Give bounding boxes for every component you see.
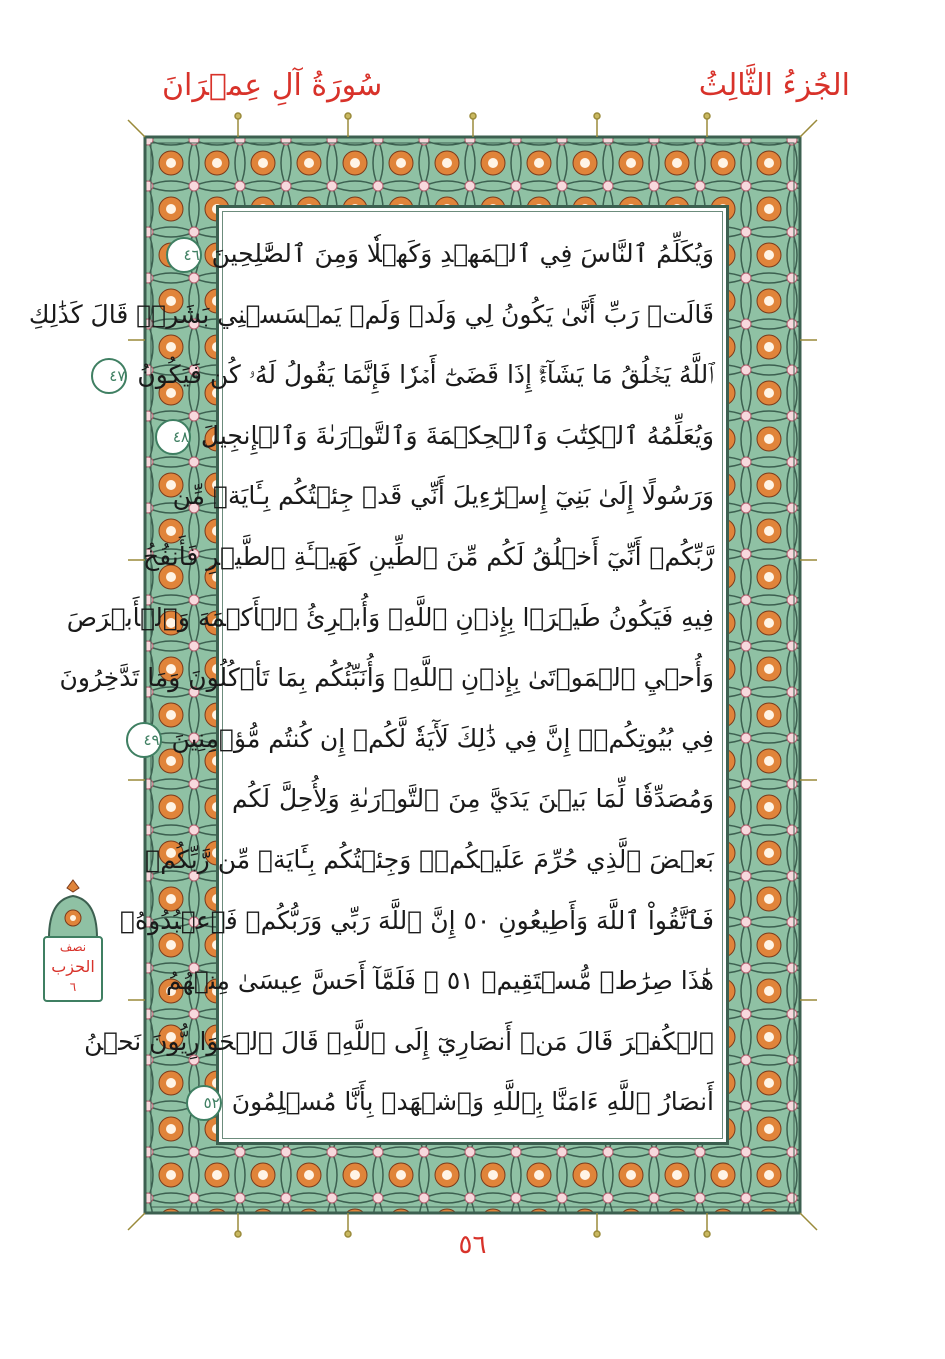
juz-title: الجُزءُ الثَّالِثُ bbox=[698, 68, 850, 103]
line-text: بَعۡضَ ٱلَّذِي حُرِّمَ عَلَيۡكُمۡۚ وَجِئۡتُكُم بِـَٔايَةٖ مِّن رَّبِّكُمۡ bbox=[145, 844, 714, 874]
text-line bbox=[165, 951, 718, 1012]
text-line bbox=[84, 1012, 718, 1073]
line-text: أَنصَارُ ٱللَّهِ ءَامَنَّا بِٱللَّهِ وَٱشۡهَدۡ بِأَنَّا مُسۡلِمُونَ bbox=[231, 1087, 714, 1117]
line-text: وَيُعَلِّمُهُ ٱلۡكِتَٰبَ وَٱلۡحِكۡمَةَ وَٱلتَّوۡرَىٰةَ وَٱلۡإِنجِيلَ bbox=[200, 420, 714, 450]
hizb-ornament-icon bbox=[43, 878, 103, 940]
text-line bbox=[172, 406, 718, 467]
text-line bbox=[203, 1072, 718, 1133]
line-text: وَأُحۡيِ ٱلۡمَوۡتَىٰ بِإِذۡنِ ٱللَّهِۖ وَأُنَبِّئُكُم بِمَا تَأۡكُلُونَ وَمَا تَدَّخِرُونَ bbox=[59, 663, 714, 693]
ayah-number: ٤٦ bbox=[166, 237, 202, 273]
surah-title: سُورَةُ آلِ عِمۡرَانَ bbox=[162, 68, 383, 103]
text-line bbox=[145, 830, 718, 891]
line-text: وَرَسُولًا إِلَىٰ بَنِيٓ إِسۡرَٰٓءِيلَ أَنِّي قَدۡ جِئۡتُكُم بِـَٔايَةٖ مِّن bbox=[172, 481, 714, 511]
page-number: ٥٦ bbox=[458, 1230, 487, 1260]
text-line bbox=[120, 891, 718, 952]
text-line bbox=[143, 527, 718, 588]
text-line bbox=[228, 769, 718, 830]
line-text: قَالَتۡ رَبِّ أَنَّىٰ يَكُونُ لِي وَلَدٞ وَلَمۡ يَمۡسَسۡنِي بَشَرٞۖ قَالَ كَذَٰلِكِ bbox=[28, 299, 714, 329]
ayah-number: ٥٢ bbox=[186, 1085, 222, 1121]
ayah-number: ٤٧ bbox=[91, 358, 127, 394]
text-line bbox=[59, 648, 718, 709]
ayah-number: ٤٩ bbox=[126, 722, 162, 758]
line-text: ٱللَّهُ يَخۡلُقُ مَا يَشَآءُۚ إِذَا قَضَىٰٓ أَمۡرٗا فَإِنَّمَا يَقُولُ لَهُۥ كُن فَيَكُونُ bbox=[137, 360, 714, 390]
hizb-marker bbox=[43, 878, 103, 1008]
line-text: فِيهِ فَيَكُونُ طَيۡرَۢا بِإِذۡنِ ٱللَّهِۖ وَأُبۡرِئُ ٱلۡأَكۡمَهَ وَٱلۡأَبۡرَصَ bbox=[66, 602, 714, 632]
hizb-label: الحزب bbox=[51, 957, 95, 976]
line-text: فَٱتَّقُواْ ٱللَّهَ وَأَطِيعُونِ ‏٥٠ إِنَّ ٱللَّهَ رَبِّي وَرَبُّكُمۡ فَٱعۡبُدُوهُۚ bbox=[120, 905, 714, 935]
hizb-number: ٦ bbox=[69, 980, 77, 994]
text-line bbox=[28, 285, 718, 346]
line-text: ٱلۡكُفۡرَ قَالَ مَنۡ أَنصَارِيٓ إِلَى ٱللَّهِۖ قَالَ ٱلۡحَوَارِيُّونَ نَحۡنُ bbox=[84, 1026, 714, 1056]
line-text: وَمُصَدِّقٗا لِّمَا بَيۡنَ يَدَيَّ مِنَ ٱلتَّوۡرَىٰةِ وَلِأُحِلَّ لَكُم bbox=[232, 784, 714, 814]
ayah-number: ٤٨ bbox=[155, 419, 191, 455]
hizb-half-label: نصف bbox=[59, 940, 87, 954]
hizb-label-box bbox=[43, 936, 103, 1002]
text-line bbox=[109, 345, 718, 406]
text-line bbox=[172, 466, 718, 527]
text-line bbox=[183, 224, 718, 285]
line-text: وَيُكَلِّمُ ٱلنَّاسَ فِي ٱلۡمَهۡدِ وَكَهۡلٗا وَمِنَ ٱلصَّٰلِحِينَ bbox=[211, 239, 714, 268]
line-text: هَٰذَا صِرَٰطٞ مُّسۡتَقِيمٞ ‏٥١ ۞ فَلَمَّآ أَحَسَّ عِيسَىٰ مِنۡهُمُ bbox=[165, 966, 714, 996]
line-text: فِي بُيُوتِكُمۡۚ إِنَّ فِي ذَٰلِكَ لَأٓيَةٗ لَّكُمۡ إِن كُنتُم مُّؤۡمِنِينَ bbox=[171, 723, 714, 753]
line-text: رَّبِّكُمۡ أَنِّيٓ أَخۡلُقُ لَكُم مِّنَ ٱلطِّينِ كَهَيۡـَٔةِ ٱلطَّيۡرِ فَأَنفُخُ bbox=[143, 541, 714, 571]
text-line bbox=[66, 588, 718, 649]
text-line bbox=[143, 709, 718, 770]
